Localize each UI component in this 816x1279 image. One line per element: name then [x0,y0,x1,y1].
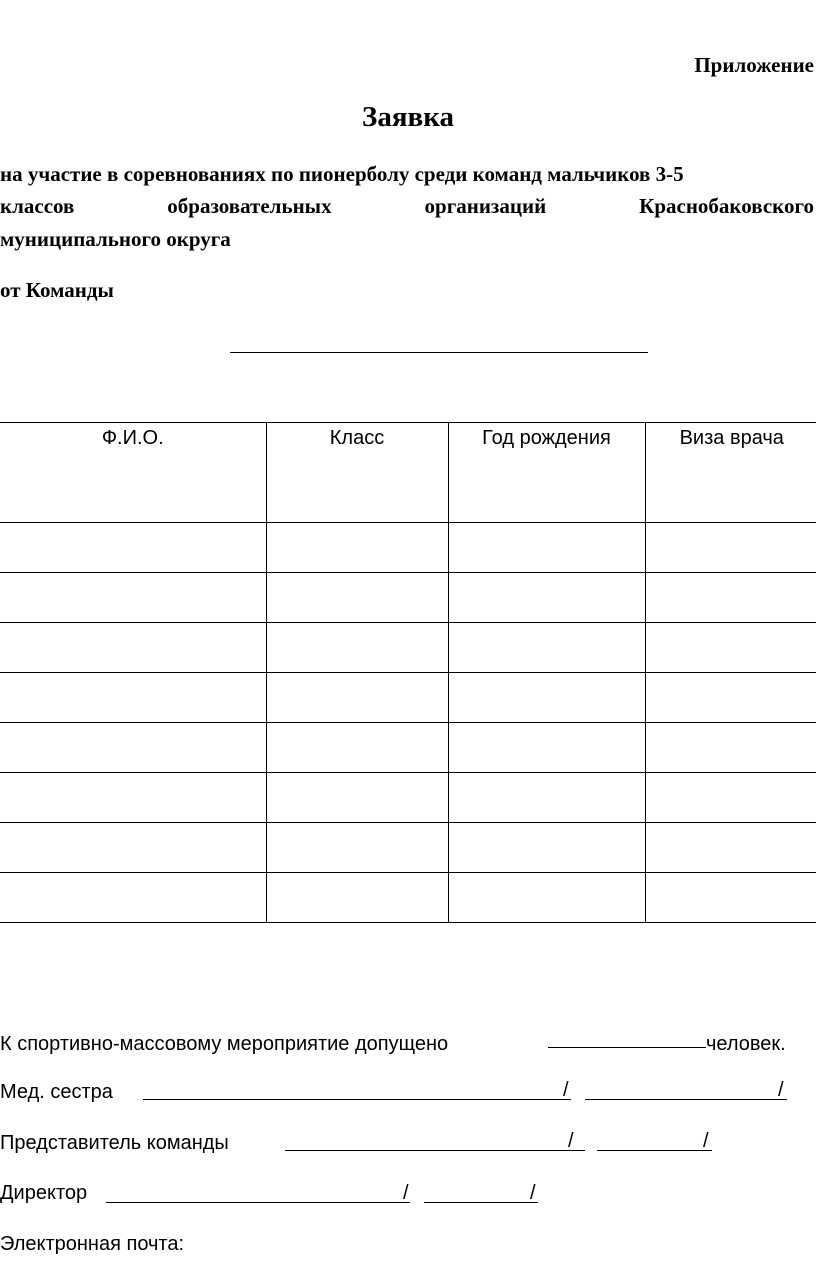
table-cell [0,873,266,923]
admitted-count-line [548,1047,706,1048]
director-slash-2: / [530,1182,536,1204]
table-row [0,823,816,873]
table-cell [645,723,816,773]
nurse-signature-line [585,1099,787,1100]
table-row [0,723,816,773]
table-cell [0,573,266,623]
table-cell [266,623,448,673]
subtitle-line-2 [0,194,814,219]
representative-label: Представитель команды [0,1132,229,1154]
nurse-label: Мед. сестра [0,1081,113,1103]
table-cell [266,573,448,623]
table-cell [0,723,266,773]
table-cell [0,773,266,823]
table-cell [645,623,816,673]
table-cell [448,523,645,573]
table-cell [645,673,816,723]
subtitle-line-3: муниципального округа [0,227,231,251]
table-row [0,873,816,923]
table-cell [448,773,645,823]
table-cell [266,873,448,923]
director-name-line [106,1202,410,1203]
subtitle-word: организаций [424,194,547,218]
table-cell [645,773,816,823]
roster-table [0,422,816,923]
table-row [0,623,816,673]
nurse-slash-2: / [778,1079,784,1101]
table-cell [0,823,266,873]
admitted-suffix: человек. [706,1033,786,1055]
table-cell [448,623,645,673]
representative-name-line [285,1150,585,1151]
table-cell [645,573,816,623]
table-cell [645,823,816,873]
table-cell [0,673,266,723]
email-label: Электронная почта: [0,1233,185,1255]
column-header-birth-year: Год рождения [448,423,645,523]
table-cell [0,623,266,673]
director-signature-line [424,1202,538,1203]
director-slash-1: / [403,1182,409,1204]
table-cell [448,723,645,773]
table-cell [448,823,645,873]
table-cell [0,523,266,573]
subtitle-word: образовательных [167,194,332,218]
team-name-line [230,352,648,353]
table-cell [645,523,816,573]
table-cell [266,673,448,723]
column-header-class: Класс [266,423,448,523]
table-cell [266,773,448,823]
column-header-doctor-visa: Виза врача [645,423,816,523]
table-cell [448,673,645,723]
table-cell [645,873,816,923]
representative-slash-1: / [568,1130,574,1152]
table-cell [266,723,448,773]
representative-slash-2: / [703,1130,709,1152]
table-row [0,673,816,723]
table-cell [448,573,645,623]
nurse-name-line [143,1099,571,1100]
table-row [0,773,816,823]
nurse-slash-1: / [563,1079,569,1101]
column-header-fio: Ф.И.О. [0,423,266,523]
representative-signature-line [597,1150,712,1151]
table-row [0,573,816,623]
subtitle-word: классов [0,194,75,218]
subtitle-word: Краснобаковского [639,194,814,218]
table-cell [266,523,448,573]
table-row [0,523,816,573]
admitted-label: К спортивно-массовому мероприятие допущено [0,1033,449,1055]
table-header-row [0,423,816,523]
table-cell [266,823,448,873]
from-team-label: от Команды [0,278,114,302]
director-label: Директор [0,1182,88,1204]
subtitle-line-1: на участие в соревнованиях по пионерболу среди команд мальчиков 3-5 [0,162,684,186]
table-cell [448,873,645,923]
document-title: Заявка [362,101,454,133]
appendix-label: Приложение [694,53,814,77]
